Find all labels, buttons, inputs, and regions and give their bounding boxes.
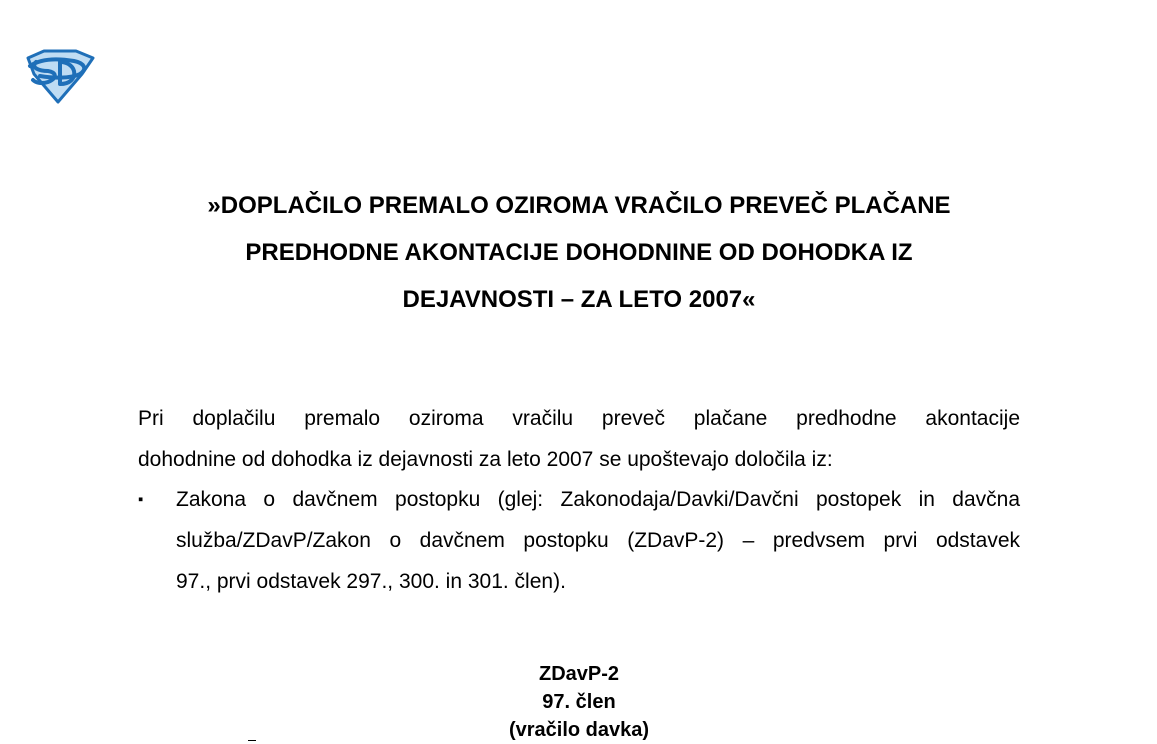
intro-line-1: Pri doplačilu premalo oziroma vračilu preveč plačane predhodne akontacije — [138, 407, 1020, 430]
stray-mark — [248, 740, 256, 741]
bullet-line-3: 97., prvi odstavek 297., 300. in 301. člen). — [176, 570, 566, 593]
sd-logo-icon — [22, 48, 96, 104]
title-line-3: DEJAVNOSTI – ZA LETO 2007« — [402, 286, 756, 313]
article-law: ZDavP-2 — [538, 663, 620, 685]
bullet-square-icon: ▪ — [138, 491, 144, 508]
intro-line-2: dohodnine od dohodka iz dejavnosti za leto 2007 se upoštevajo določila iz: — [138, 448, 833, 471]
title-line-2: PREDHODNE AKONTACIJE DOHODNINE OD DOHODKA IZ — [245, 239, 913, 266]
bullet-list-item — [138, 479, 1020, 602]
article-number: 97. člen — [542, 691, 616, 713]
title-line-1: »DOPLAČILO PREMALO OZIROMA VRAČILO PREVEČ PLAČANE — [207, 192, 951, 219]
bullet-line-1: Zakona o davčnem postopku (glej: Zakonodaja/Davki/Davčni postopek in davčna — [176, 488, 1020, 511]
bullet-line-2: služba/ZDavP/Zakon o davčnem postopku (ZDavP-2) – predvsem prvi odstavek — [176, 529, 1020, 552]
article-heading — [380, 660, 778, 744]
document-title — [130, 182, 1028, 323]
article-title: (vračilo davka) — [508, 719, 650, 741]
bullet-text — [176, 479, 1020, 602]
intro-paragraph — [138, 398, 1020, 480]
